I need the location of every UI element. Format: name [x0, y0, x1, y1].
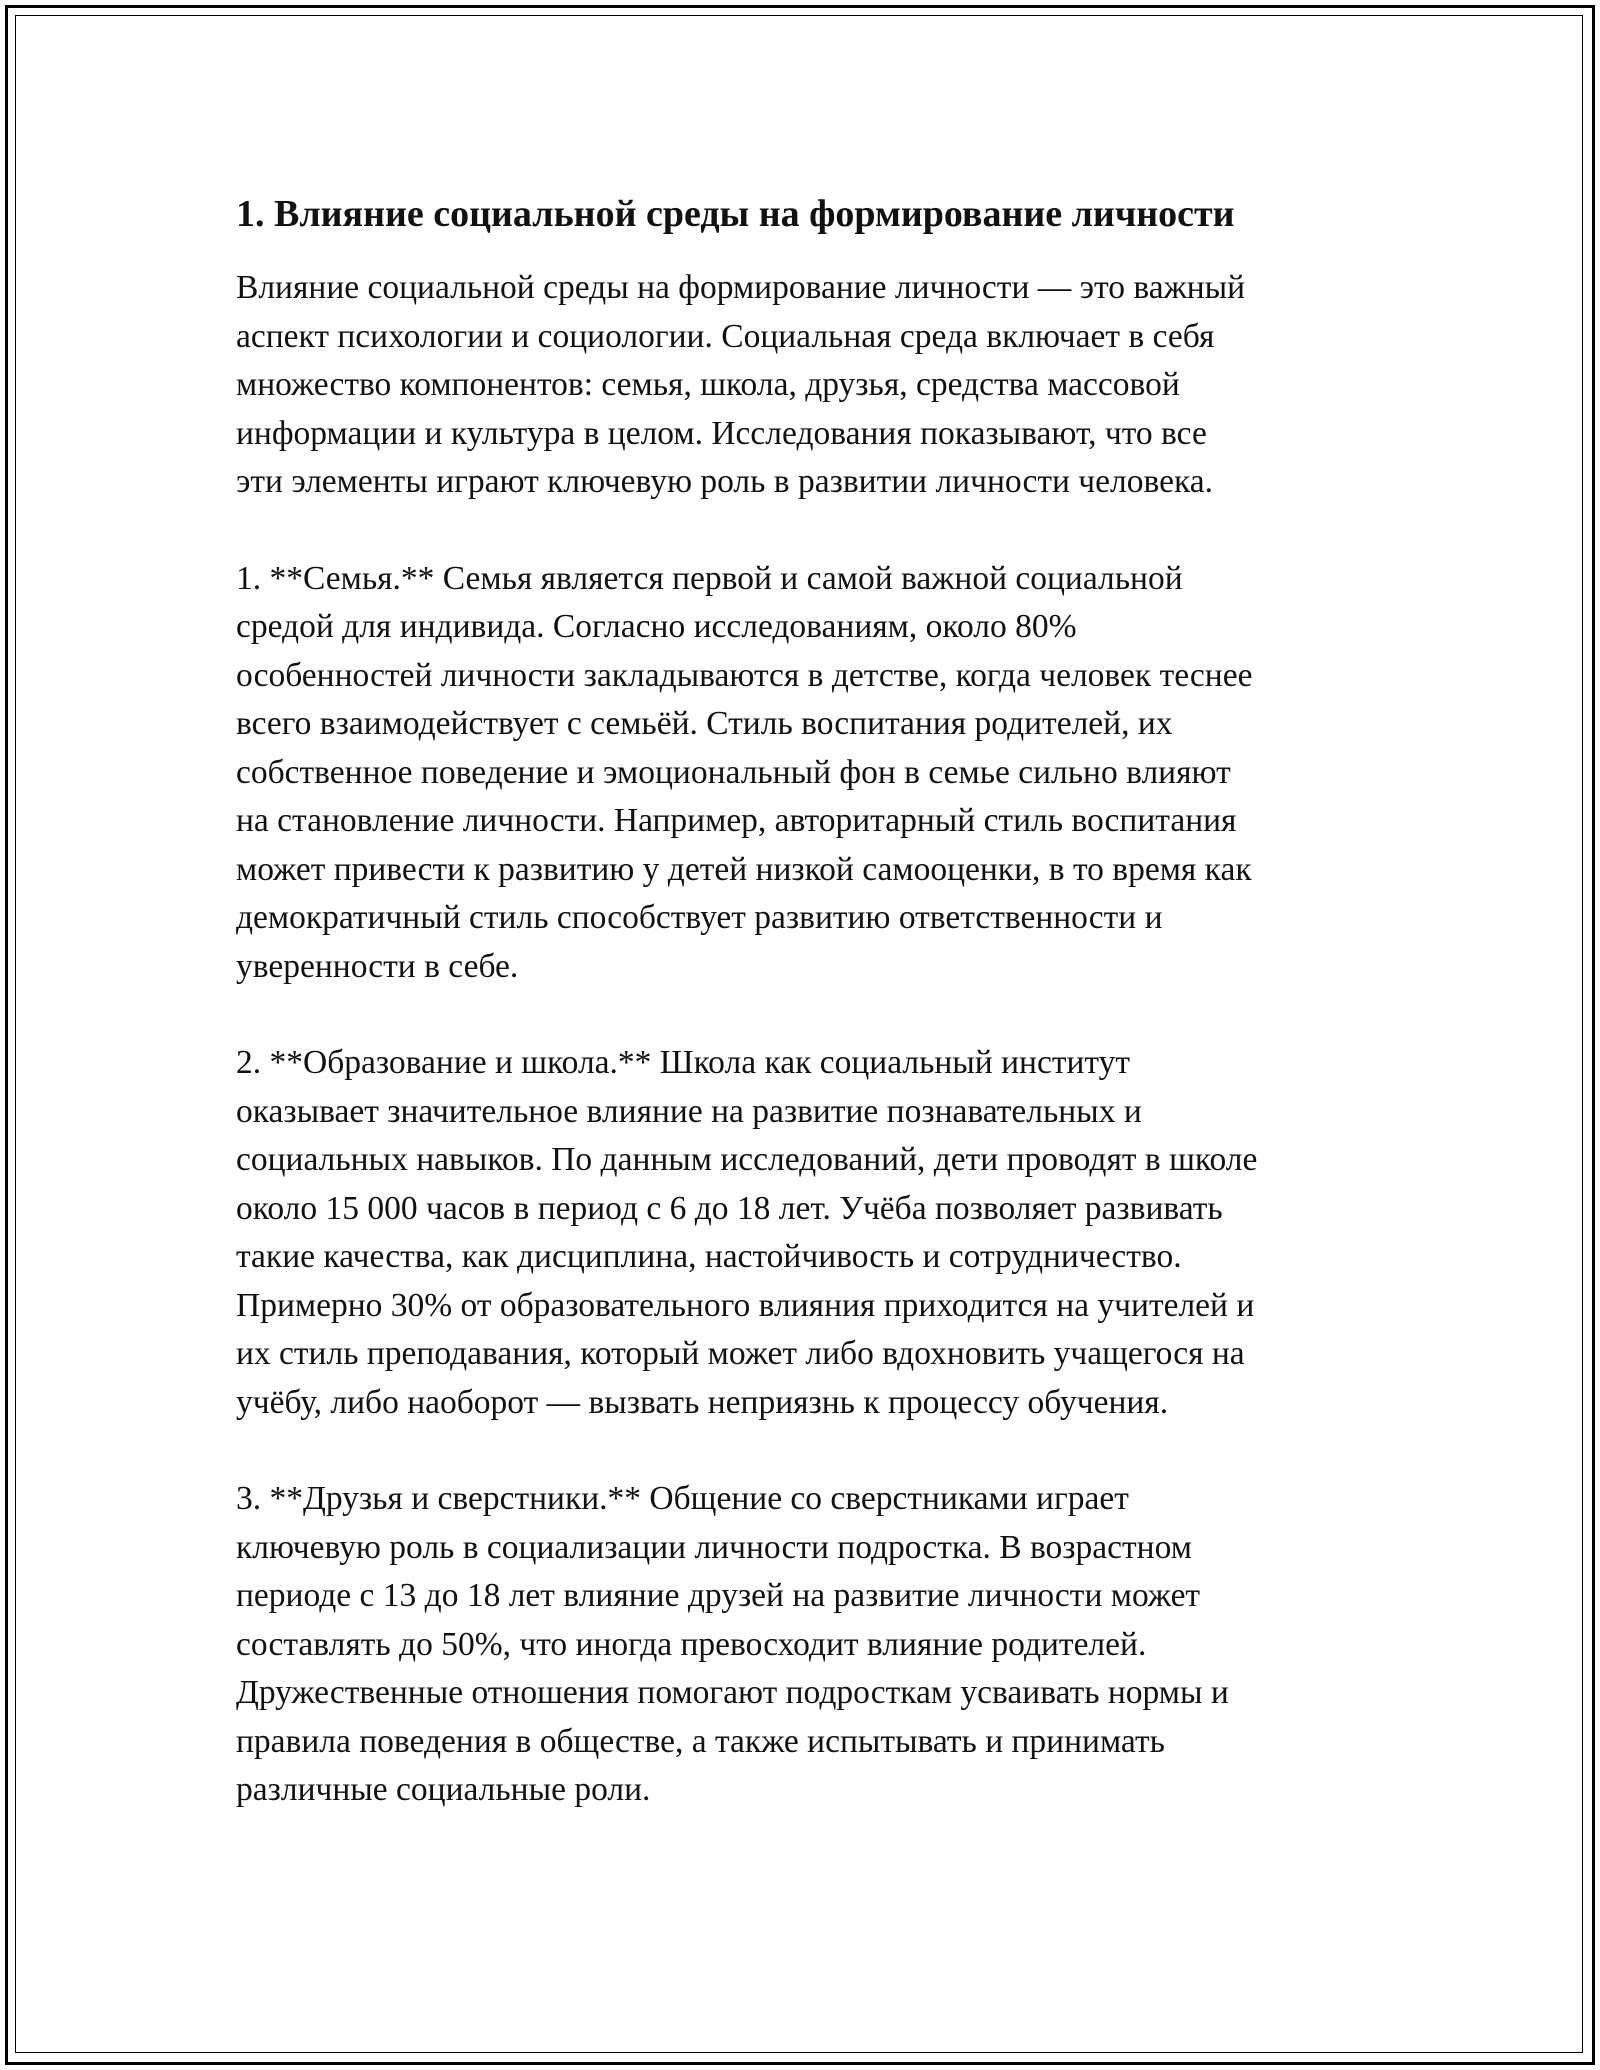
paragraph-line: учёбу, либо наоборот — вызвать неприязнь к процессу обучения.: [236, 1383, 1169, 1421]
paragraph-line: средой для индивида. Согласно исследованиям, около 80%: [236, 608, 1077, 645]
paragraph-line: уверенности в себе.: [236, 947, 519, 985]
friends-paragraph: [236, 1475, 1366, 1815]
paragraph-line: оказывает значительное влияние на развитие познавательных и: [236, 1092, 1142, 1130]
paragraph-line: 3. **Друзья и сверстники.** Общение со сверстниками играет: [236, 1480, 1129, 1517]
paragraph-line: аспект психологии и социологии. Социальная среда включает в себя: [236, 317, 1215, 355]
paragraph-line: на становление личности. Например, авторитарный стиль воспитания: [236, 802, 1237, 839]
paragraph-line: ключевую роль в социализации личности подростка. В возрастном: [236, 1528, 1192, 1566]
paragraph-line: эти элементы играют ключевую роль в развитии личности человека.: [236, 463, 1213, 500]
paragraph-line: 2. **Образование и школа.** Школа как социальный институт: [236, 1044, 1130, 1081]
paragraph-line: может привести к развитию у детей низкой самооценки, в то время как: [236, 850, 1252, 888]
paragraph-line: собственное поведение и эмоциональный фон в семье сильно влияют: [236, 753, 1231, 791]
paragraph-line: различные социальные роли.: [236, 1771, 651, 1808]
family-paragraph: [236, 555, 1366, 992]
paragraph-line: особенностей личности закладываются в детстве, когда человек теснее: [236, 656, 1253, 694]
section-title: 1. Влияние социальной среды на формирование личности: [236, 193, 1235, 235]
education-paragraph: [236, 1039, 1366, 1427]
paragraph-line: демократичный стиль способствует развитию ответственности и: [236, 899, 1163, 936]
paragraph-line: информации и культура в целом. Исследования показывают, что все: [236, 414, 1207, 452]
paragraph-line: составлять до 50%, что иногда превосходит влияние родителей.: [236, 1625, 1147, 1663]
paragraph-line: их стиль преподавания, который может либо вдохновить учащегося на: [236, 1335, 1245, 1372]
paragraph-line: правила поведения в обществе, а также испытывать и принимать: [236, 1722, 1165, 1760]
paragraph-line: социальных навыков. По данным исследований, дети проводят в школе: [236, 1141, 1258, 1178]
paragraph-line: Примерно 30% от образовательного влияния приходится на учителей и: [236, 1286, 1255, 1324]
paragraph-line: Дружественные отношения помогают подросткам усваивать нормы и: [236, 1674, 1229, 1711]
paragraph-line: множество компонентов: семья, школа, друзья, средства массовой: [236, 366, 1180, 403]
paragraph-line: всего взаимодействует с семьёй. Стиль воспитания родителей, их: [236, 705, 1173, 742]
paragraph-line: около 15 000 часов в период с 6 до 18 лет. Учёба позволяет развивать: [236, 1189, 1223, 1227]
paragraph-line: 1. **Семья.** Семья является первой и самой важной социальной: [236, 559, 1183, 597]
paragraph-line: периоде с 13 до 18 лет влияние друзей на развитие личности может: [236, 1577, 1201, 1614]
document-body: [236, 190, 1366, 1863]
intro-paragraph: [236, 264, 1366, 507]
paragraph-line: такие качества, как дисциплина, настойчивость и сотрудничество.: [236, 1238, 1182, 1275]
paragraph-line: Влияние социальной среды на формирование личности — это важный: [236, 269, 1246, 306]
